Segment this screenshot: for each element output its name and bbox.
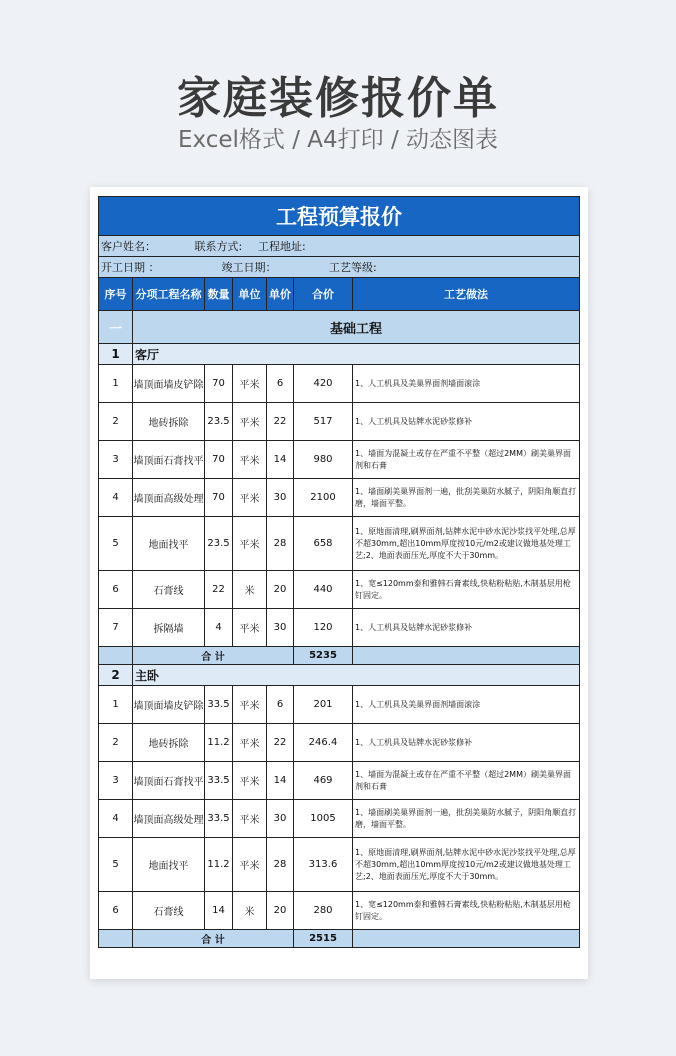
header-total: 合价 [294,278,353,311]
item-price-cell[interactable]: 30 [267,800,294,838]
item-price-cell[interactable]: 20 [267,892,294,930]
item-method-cell[interactable]: 1、人工机具及钻牌水泥砂浆修补 [353,403,580,441]
subtotal-blank-cell [99,647,133,665]
item-name-cell[interactable]: 墙顶面墙皮铲除 [133,365,205,403]
item-qty-cell[interactable]: 33.5 [205,686,233,724]
item-unit-cell[interactable]: 平米 [233,365,267,403]
item-name-cell[interactable]: 墙顶面石膏找平 [133,762,205,800]
section-name: 基础工程 [133,311,580,344]
quote-sheet [90,187,588,979]
item-qty-cell[interactable]: 33.5 [205,800,233,838]
item-number-cell[interactable]: 4 [99,479,133,517]
item-price-cell[interactable]: 6 [267,365,294,403]
item-price-cell[interactable]: 30 [267,609,294,647]
subtotal-label: 合 计 [133,647,294,665]
item-total-cell[interactable]: 280 [294,892,353,930]
item-qty-cell[interactable]: 23.5 [205,403,233,441]
sheet-title: 工程预算报价 [99,197,580,236]
item-name-cell[interactable]: 墙顶面高级处理 [133,479,205,517]
item-unit-cell[interactable]: 平米 [233,403,267,441]
item-total-cell[interactable]: 980 [294,441,353,479]
item-price-cell[interactable]: 20 [267,571,294,609]
header-item-name: 分项工程名称 [133,278,205,311]
quote-table [98,196,580,948]
item-method-cell[interactable]: 1、墙面为混凝土或存在严重不平整（超过2MM）刷美巢界面剂和石膏 [353,762,580,800]
grade-label[interactable]: 工艺等级: [329,261,377,274]
item-name-cell[interactable]: 拆隔墙 [133,609,205,647]
table-row [99,800,580,838]
item-total-cell[interactable]: 517 [294,403,353,441]
item-qty-cell[interactable]: 70 [205,441,233,479]
start-date-label[interactable]: 开工日期 ： [101,261,160,274]
subtotal-value[interactable]: 2515 [294,930,353,948]
customer-label[interactable]: 客户姓名： [101,240,156,253]
room-number: 2 [99,665,133,686]
item-number-cell[interactable]: 7 [99,609,133,647]
item-name-cell[interactable]: 石膏线 [133,892,205,930]
item-price-cell[interactable]: 30 [267,479,294,517]
page-subtitle: Excel格式 / A4打印 / 动态图表 [177,127,499,153]
subtotal-row [99,930,580,948]
table-row [99,838,580,892]
item-number-cell[interactable]: 2 [99,403,133,441]
item-total-cell[interactable]: 420 [294,365,353,403]
header-qty: 数量 [205,278,233,311]
room-number: 1 [99,344,133,365]
section-number: 一 [99,311,133,344]
item-name-cell[interactable]: 墙顶面石膏找平 [133,441,205,479]
table-row [99,403,580,441]
item-qty-cell[interactable]: 23.5 [205,517,233,571]
item-unit-cell[interactable]: 平米 [233,686,267,724]
item-name-cell[interactable]: 地面找平 [133,838,205,892]
item-total-cell[interactable]: 2100 [294,479,353,517]
item-price-cell[interactable]: 22 [267,403,294,441]
info-row-dates [99,257,580,278]
item-number-cell[interactable]: 5 [99,517,133,571]
item-name-cell[interactable]: 地砖拆除 [133,724,205,762]
item-unit-cell[interactable]: 米 [233,571,267,609]
item-method-cell[interactable]: 1、墙面刷美巢界面剂一遍，批刮美巢防水腻子，阴阳角顺直打磨，墙面平整。 [353,800,580,838]
room-name: 主卧 [133,665,580,686]
table-row [99,365,580,403]
subtotal-label: 合 计 [133,930,294,948]
subtotal-row [99,647,580,665]
item-unit-cell[interactable]: 平米 [233,838,267,892]
item-method-cell[interactable]: 1、宽≤120mm泰和雅韩石膏素线,快粘粉粘贴,木制基层用枪钉固定。 [353,571,580,609]
subtotal-method-blank [353,647,580,665]
item-total-cell[interactable]: 658 [294,517,353,571]
item-total-cell[interactable]: 1005 [294,800,353,838]
item-unit-cell[interactable]: 平米 [233,441,267,479]
subtotal-method-blank [353,930,580,948]
room-row [99,665,580,686]
item-price-cell[interactable]: 22 [267,724,294,762]
item-qty-cell[interactable]: 11.2 [205,838,233,892]
item-qty-cell[interactable]: 11.2 [205,724,233,762]
info-row-customer [99,236,580,257]
item-qty-cell[interactable]: 22 [205,571,233,609]
header-unit: 单位 [233,278,267,311]
item-unit-cell[interactable]: 平米 [233,479,267,517]
item-name-cell[interactable]: 地面找平 [133,517,205,571]
item-qty-cell[interactable]: 14 [205,892,233,930]
finish-date-label[interactable]: 竣工日期： [221,261,277,274]
item-total-cell[interactable]: 246.4 [294,724,353,762]
item-unit-cell[interactable]: 平米 [233,762,267,800]
item-total-cell[interactable]: 440 [294,571,353,609]
item-number-cell[interactable]: 1 [99,686,133,724]
room-row [99,344,580,365]
item-price-cell[interactable]: 28 [267,838,294,892]
item-name-cell[interactable]: 墙顶面墙皮铲除 [133,686,205,724]
item-method-cell[interactable]: 1、人工机具及美巢界面剂墙面滚涂 [353,686,580,724]
item-method-cell[interactable]: 1、原地面清理,刷界面剂,钻牌水泥中砂水泥沙浆找平处理,总厚不超30mm,超出10mm厚度按10元/m2或建议做地基处理工艺;2、地面表面压光,厚度不大于30mm。 [353,517,580,571]
item-method-cell[interactable]: 1、人工机具及钻牌水泥砂浆修补 [353,609,580,647]
item-number-cell[interactable]: 4 [99,800,133,838]
table-row [99,892,580,930]
room-name: 客厅 [133,344,580,365]
item-unit-cell[interactable]: 平米 [233,724,267,762]
item-name-cell[interactable]: 地砖拆除 [133,403,205,441]
item-name-cell[interactable]: 石膏线 [133,571,205,609]
item-method-cell[interactable]: 1、宽≤120mm泰和雅韩石膏素线,快粘粉粘贴,木制基层用枪钉固定。 [353,892,580,930]
item-unit-cell[interactable]: 平米 [233,517,267,571]
item-total-cell[interactable]: 469 [294,762,353,800]
item-number-cell[interactable]: 2 [99,724,133,762]
item-unit-cell[interactable]: 平米 [233,800,267,838]
item-price-cell[interactable]: 28 [267,517,294,571]
table-row [99,441,580,479]
item-method-cell[interactable]: 1、墙面刷美巢界面剂一遍，批刮美巢防水腻子，阴阳角顺直打磨，墙面平整。 [353,479,580,517]
item-method-cell[interactable]: 1、原地面清理,刷界面剂,钻牌水泥中砂水泥沙浆找平处理,总厚不超30mm,超出10mm厚度按10元/m2或建议做地基处理工艺;2、地面表面压光,厚度不大于30mm。 [353,838,580,892]
table-header [99,278,580,311]
table-row [99,517,580,571]
item-qty-cell[interactable]: 70 [205,479,233,517]
item-price-cell[interactable]: 6 [267,686,294,724]
header-method: 工艺做法 [353,278,580,311]
item-price-cell[interactable]: 14 [267,762,294,800]
item-number-cell[interactable]: 5 [99,838,133,892]
item-method-cell[interactable]: 1、墙面为混凝土或存在严重不平整（超过2MM）刷美巢界面剂和石膏 [353,441,580,479]
item-qty-cell[interactable]: 70 [205,365,233,403]
header-no: 序号 [99,278,133,311]
table-row [99,762,580,800]
subtotal-value[interactable]: 5235 [294,647,353,665]
item-unit-cell[interactable]: 米 [233,892,267,930]
item-number-cell[interactable]: 6 [99,571,133,609]
table-row [99,479,580,517]
item-total-cell[interactable]: 313.6 [294,838,353,892]
address-label[interactable]: 工程地址: [258,240,306,253]
item-qty-cell[interactable]: 4 [205,609,233,647]
subtotal-blank-cell [99,930,133,948]
contact-label[interactable]: 联系方式: [194,240,243,253]
table-row [99,724,580,762]
item-number-cell[interactable]: 3 [99,762,133,800]
item-method-cell[interactable]: 1、人工机具及钻牌水泥砂浆修补 [353,724,580,762]
item-total-cell[interactable]: 201 [294,686,353,724]
item-total-cell[interactable]: 120 [294,609,353,647]
item-number-cell[interactable]: 1 [99,365,133,403]
table-row [99,571,580,609]
item-price-cell[interactable]: 14 [267,441,294,479]
item-qty-cell[interactable]: 33.5 [205,762,233,800]
section-row [99,311,580,344]
header-price: 单价 [267,278,294,311]
item-unit-cell[interactable]: 平米 [233,609,267,647]
item-name-cell[interactable]: 墙顶面高级处理 [133,800,205,838]
item-number-cell[interactable]: 6 [99,892,133,930]
page-title: 家庭装修报价单 [177,73,499,124]
item-number-cell[interactable]: 3 [99,441,133,479]
table-row [99,686,580,724]
table-row [99,609,580,647]
item-method-cell[interactable]: 1、人工机具及美巢界面剂墙面滚涂 [353,365,580,403]
